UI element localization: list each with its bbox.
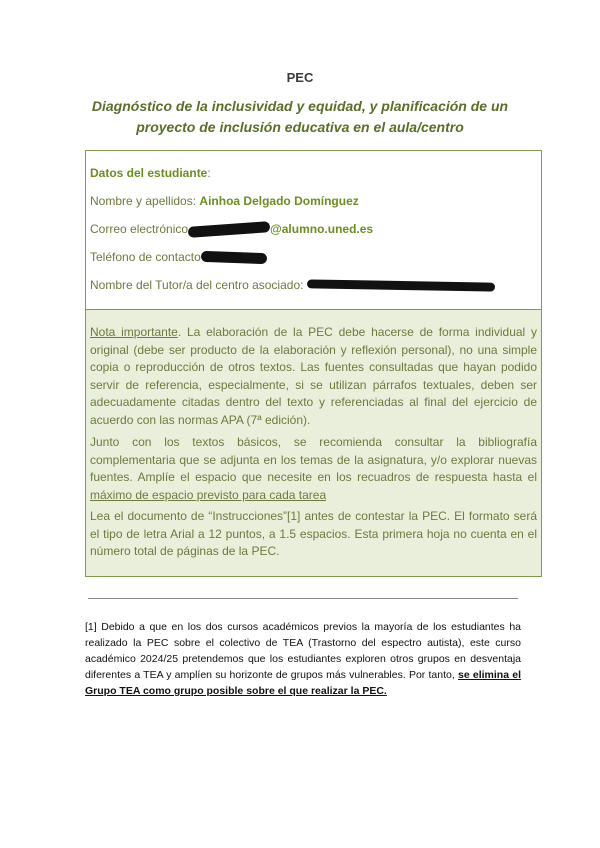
tutor-row — [90, 278, 495, 292]
notice-p3-b: antes de contestar la PEC. El formato será el tipo de letra Arial a 12 puntos, a 1.5 espacios. Esta primera hoja no cuenta en el número total de páginas de la PEC. — [90, 509, 537, 559]
phone-row — [90, 250, 267, 264]
document-title: Diagnóstico de la inclusividad y equidad, y planificación de un proyecto de inclusión educativa en el aula/centro — [91, 98, 509, 135]
notice-paragraph-3 — [90, 508, 537, 561]
phone-label: Teléfono de contacto — [90, 250, 201, 264]
footnote-number: [1] — [85, 621, 97, 633]
notice-box — [85, 309, 542, 577]
notice-p1-body: . La elaboración de la PEC debe hacerse de forma individual y original (debe ser producto de la elaboración y reflexión personal), no una simple copia o reproducción de otros textos. Las fuentes consultadas que hayan podido servir de referencia, especialmente, si se utilizan párrafos textuales, deben ser adecuadamente citadas dentro del texto y referenciadas al final del ejercicio de acuerdo con las normas APA (7ª edición). — [90, 325, 537, 427]
name-value: Ainhoa Delgado Domínguez — [199, 194, 359, 208]
max-space-link: máximo de espacio previsto para cada tarea — [90, 487, 327, 502]
notice-paragraph-2 — [90, 434, 537, 504]
notice-p2-body: Junto con los textos básicos, se recomienda consultar la bibliografía complementaria que se adjunta en los temas de la asignatura, y/o explorar nuevas fuentes. Amplíe el espacio que necesite en los recuadros de respuesta hasta el — [90, 435, 537, 485]
email-label: Correo electrónico — [90, 222, 189, 236]
important-note-label: Nota importante — [90, 325, 178, 339]
pec-heading: PEC — [286, 70, 314, 85]
name-row — [90, 194, 359, 208]
email-redaction — [188, 221, 271, 238]
student-section-heading: Datos del estudiante — [90, 166, 208, 180]
student-data-box — [85, 150, 542, 310]
footnote-text: Debido a que en los dos cursos académicos previos la mayoría de los estudiantes ha realizado la PEC sobre el colectivo de TEA (Trastorno del espectro autista), este curso académico 2024/25 pretendemos que los estudiantes exploren otros grupos en desventaja diferentes a TEA y amplíen su horizonte de grupos más vulnerables. Por tanto, — [85, 621, 521, 681]
footnote — [85, 619, 521, 699]
name-label: Nombre y apellidos: — [90, 194, 197, 208]
footnote-reference[interactable]: [1] — [287, 509, 301, 523]
footnote-emphasis: se elimina el Grupo TEA como grupo posible sobre el que realizar la PEC. — [85, 669, 522, 697]
notice-p3-a: Lea el documento de “Instrucciones” — [90, 509, 288, 523]
tutor-redaction — [307, 280, 495, 292]
notice-paragraph-1 — [90, 324, 537, 430]
email-domain: @alumno.uned.es — [270, 222, 374, 236]
footnote-divider — [88, 598, 518, 599]
phone-redaction — [201, 251, 267, 264]
student-section-title — [90, 166, 211, 180]
tutor-label: Nombre del Tutor/a del centro asociado: — [90, 278, 304, 292]
email-row — [90, 222, 373, 236]
student-section-colon: : — [207, 166, 211, 180]
